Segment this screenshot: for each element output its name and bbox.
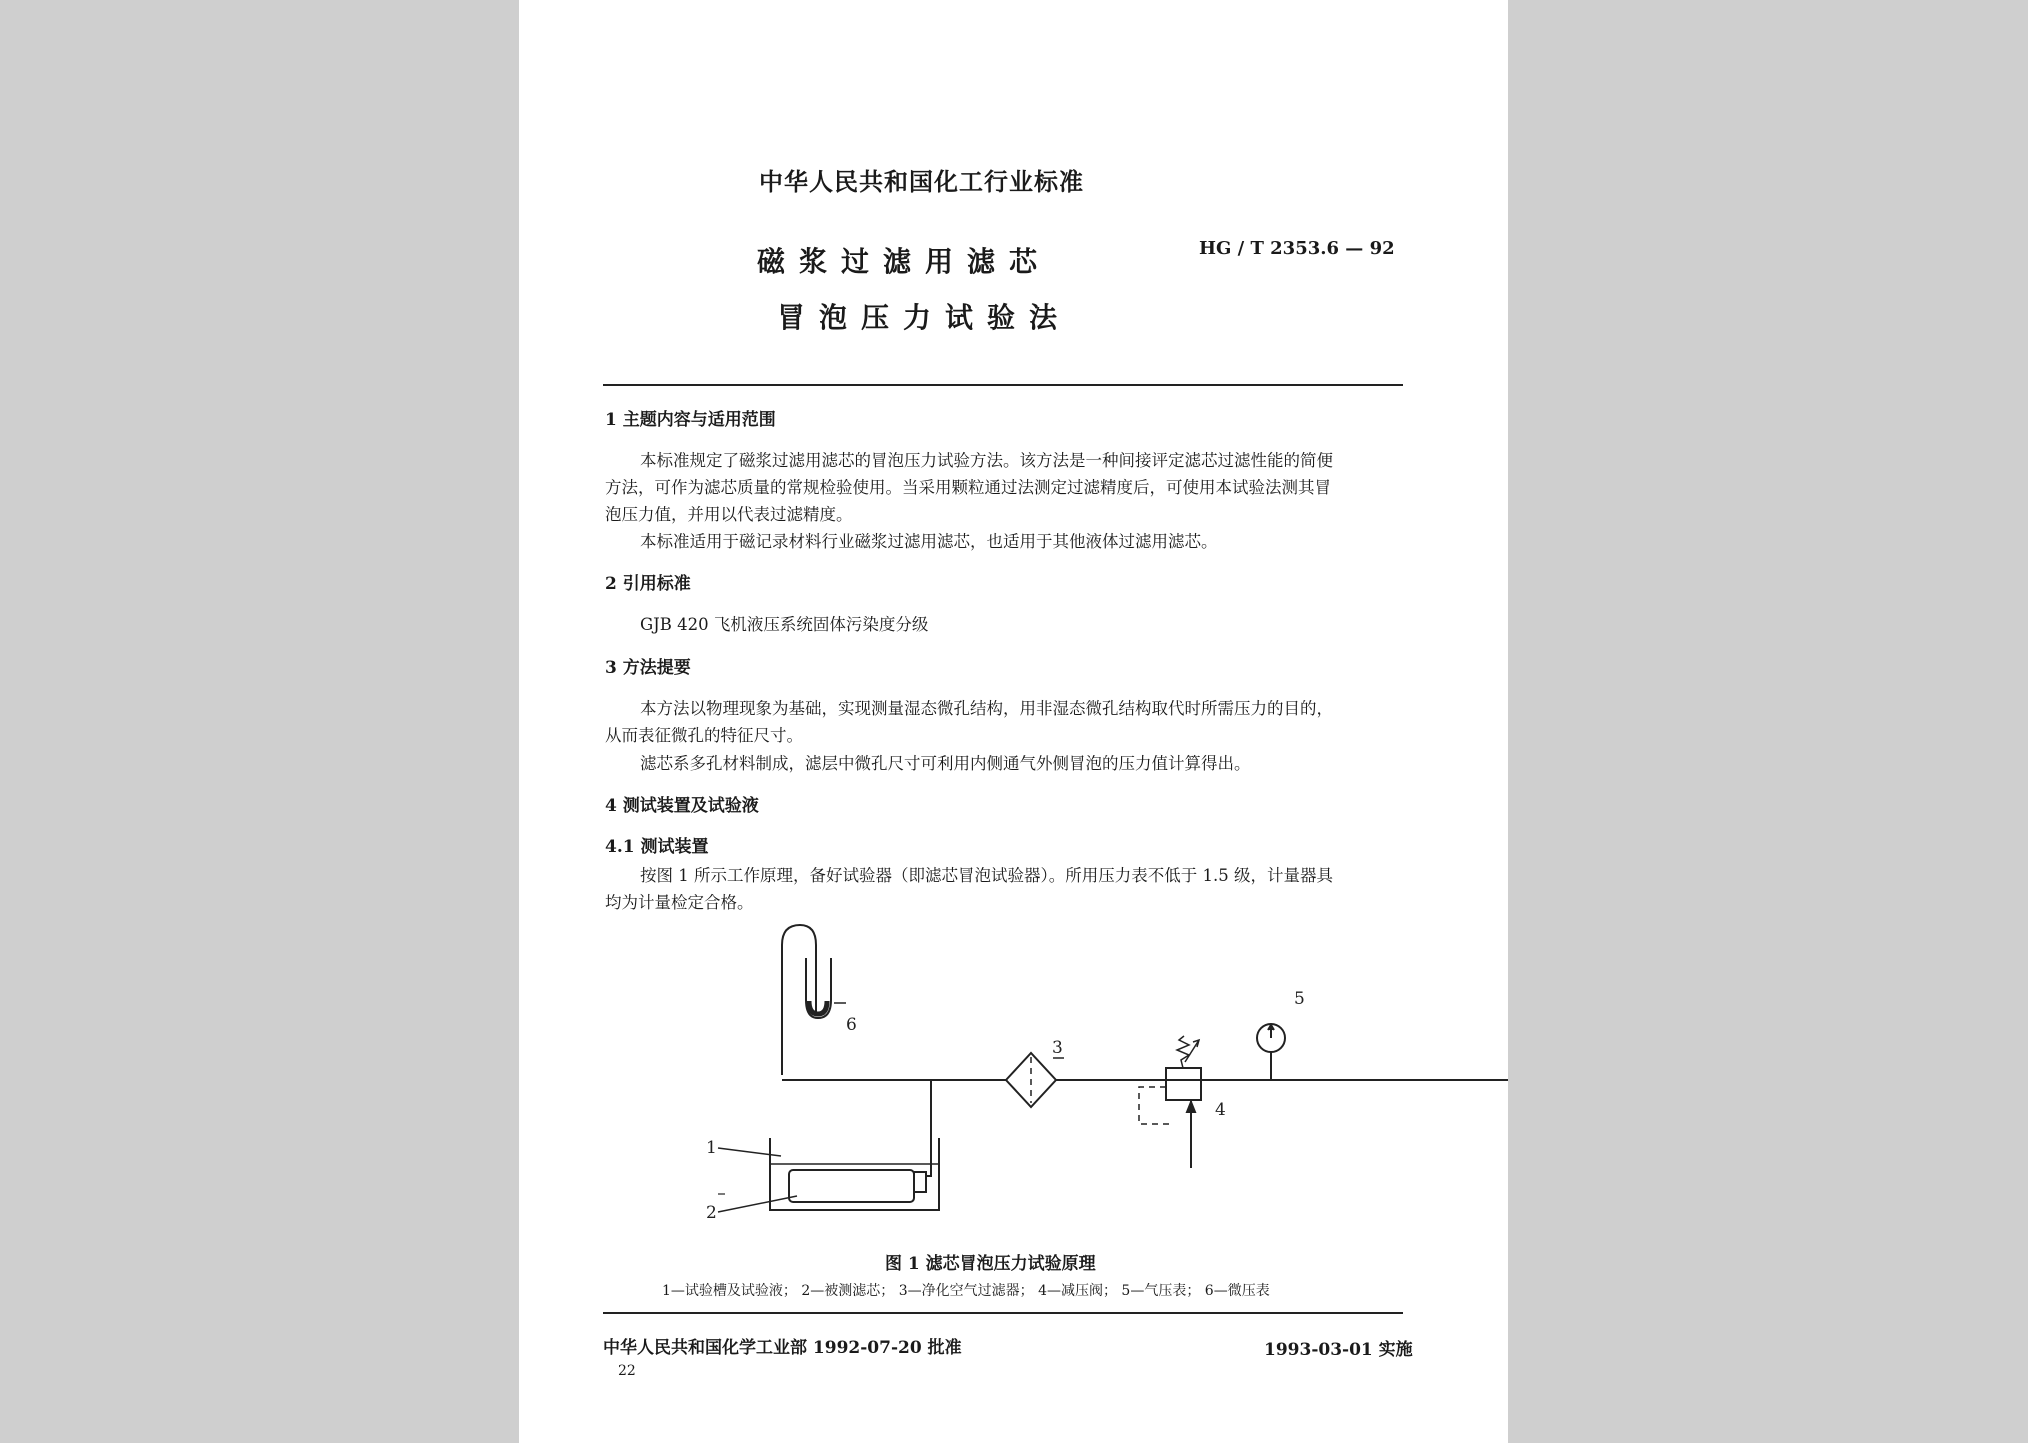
label-2: 2 [706,1203,717,1223]
section-3-text: 滤芯系多孔材料制成，滤层中微孔尺寸可利用内侧通气外侧冒泡的压力值计算得出。 [640,754,1251,773]
reference-standard: GJB 420 飞机液压系统固体污染度分级 [640,615,929,634]
title-line-2: 冒泡压力试验法 [777,301,1072,334]
manometer-tube [782,925,816,1075]
label-6: 6 [846,1015,857,1035]
section-4-text: 均为计量检定合格。 [605,893,754,912]
section-3-heading: 3 方法提要 [605,658,691,678]
footer-divider [603,1312,1403,1314]
section-4-text: 按图 1 所示工作原理，备好试验器（即滤芯冒泡试验器）。所用压力表不低于 1.5 级，计量器具 [640,866,1333,885]
section-2-heading: 2 引用标准 [605,574,691,594]
approval-note: 中华人民共和国化学工业部 1992-07-20 批准 [603,1338,962,1358]
test-tank-symbol [770,1138,939,1210]
air-filter-symbol [1006,1053,1062,1107]
section-1-text: 本标准规定了磁浆过滤用滤芯的冒泡压力试验方法。该方法是一种间接评定滤芯过滤性能的简便 [640,451,1333,470]
section-1-text: 方法，可作为滤芯质量的常规检验使用。当采用颗粒通过法测定过滤精度后，可使用本试验法测其冒 [605,478,1331,497]
section-1-text: 本标准适用于磁记录材料行业磁浆过滤用滤芯，也适用于其他液体过滤用滤芯。 [640,532,1218,551]
label-4: 4 [1215,1100,1226,1120]
section-4-1-heading: 4.1 测试装置 [605,837,709,857]
section-3-text: 本方法以物理现象为基础，实现测量湿态微孔结构，用非湿态微孔结构取代时所需压力的目的， [640,699,1333,718]
document-page [519,0,1508,1443]
tank-feed-line [924,1080,931,1176]
figure-legend: 1—试验槽及试验液； 2—被测滤芯； 3—净化空气过滤器； 4—减压阀； 5—气压表； 6—微压表 [662,1283,1270,1299]
title-line-1: 磁浆过滤用滤芯 [757,245,1052,278]
reducing-valve-symbol [1139,1036,1201,1168]
figure-1-diagram [519,0,1508,1443]
leader-line-1 [718,1148,781,1156]
section-1-heading: 1 主题内容与适用范围 [605,410,776,430]
issuing-authority: 中华人民共和国化工行业标准 [759,167,1084,196]
section-3-text: 从而表征微孔的特征尺寸。 [605,726,803,745]
u-tube-liquid [809,1001,827,1014]
label-5: 5 [1294,989,1305,1009]
standard-code: HG / T 2353.6 — 92 [1199,238,1395,259]
figure-caption: 图 1 滤芯冒泡压力试验原理 [885,1254,1096,1274]
label-3: 3 [1052,1038,1063,1058]
pressure-gauge-symbol [1257,1024,1285,1080]
section-1-text: 泡压力值，并用以代表过滤精度。 [605,505,853,524]
section-4-heading: 4 测试装置及试验液 [605,796,759,816]
effective-date: 1993-03-01 实施 [1264,1340,1413,1360]
page-number: 22 [618,1363,636,1379]
label-1: 1 [706,1138,717,1158]
